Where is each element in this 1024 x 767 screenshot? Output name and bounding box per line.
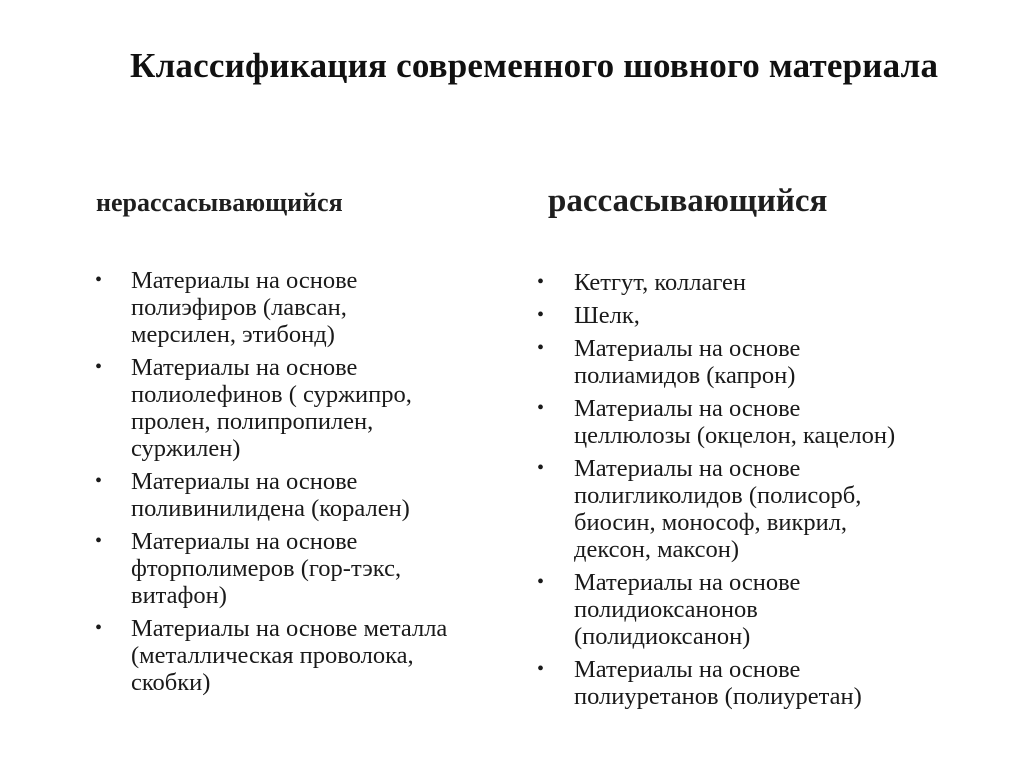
bullet-icon: • bbox=[537, 271, 545, 293]
list-item-text: Материалы на основе полиуретанов (полиуретан) bbox=[574, 656, 862, 710]
bullet-icon: • bbox=[537, 397, 545, 419]
absorbable-list bbox=[537, 269, 997, 710]
bullet-icon: • bbox=[537, 571, 545, 593]
list-item bbox=[537, 656, 997, 710]
list-item bbox=[95, 267, 525, 348]
list-item-text: Материалы на основе целлюлозы (окцелон, кацелон) bbox=[574, 395, 896, 449]
list-item-text: Материалы на основе полиэфиров (лавсан, мерсилен, этибонд) bbox=[131, 267, 358, 348]
list-item bbox=[537, 269, 997, 296]
list-item bbox=[95, 468, 525, 522]
bullet-icon: • bbox=[537, 658, 545, 680]
page-title: Классификация современного шовного материала bbox=[130, 46, 939, 85]
list-item bbox=[537, 569, 997, 650]
bullet-icon: • bbox=[537, 304, 545, 326]
list-item bbox=[537, 395, 997, 449]
bullet-icon: • bbox=[95, 269, 103, 291]
list-item bbox=[537, 455, 997, 563]
heading-absorbable: рассасывающийся bbox=[548, 183, 828, 219]
list-item-text: Материалы на основе полигликолидов (полисорб, биосин, монософ, викрил, дексон, максон) bbox=[574, 455, 862, 563]
list-item-text: Кетгут, коллаген bbox=[574, 269, 747, 296]
non-absorbable-list bbox=[95, 267, 525, 696]
list-item bbox=[95, 354, 525, 462]
heading-non-absorbable: нерассасывающийся bbox=[96, 188, 343, 217]
list-item bbox=[95, 615, 525, 696]
list-item-text: Материалы на основе полиамидов (капрон) bbox=[574, 335, 801, 389]
bullet-icon: • bbox=[95, 617, 103, 639]
bullet-icon: • bbox=[95, 356, 103, 378]
list-item-text: Материалы на основе поливинилидена (корален) bbox=[131, 468, 410, 522]
list-item-text: Материалы на основе фторполимеров (гор-тэкс, витафон) bbox=[131, 528, 402, 609]
list-item-text: Материалы на основе полиолефинов ( суржипро, пролен, полипропилен, суржилен) bbox=[131, 354, 412, 462]
bullet-icon: • bbox=[537, 337, 545, 359]
list-item-text: Материалы на основе полидиоксанонов (полидиоксанон) bbox=[574, 569, 801, 650]
list-item bbox=[537, 335, 997, 389]
list-item-text: Материалы на основе металла (металлическая проволока, скобки) bbox=[131, 615, 448, 696]
list-item bbox=[95, 528, 525, 609]
bullet-icon: • bbox=[537, 457, 545, 479]
bullet-icon: • bbox=[95, 530, 103, 552]
list-item-text: Шелк, bbox=[574, 302, 640, 329]
bullet-icon: • bbox=[95, 470, 103, 492]
list-item bbox=[537, 302, 997, 329]
